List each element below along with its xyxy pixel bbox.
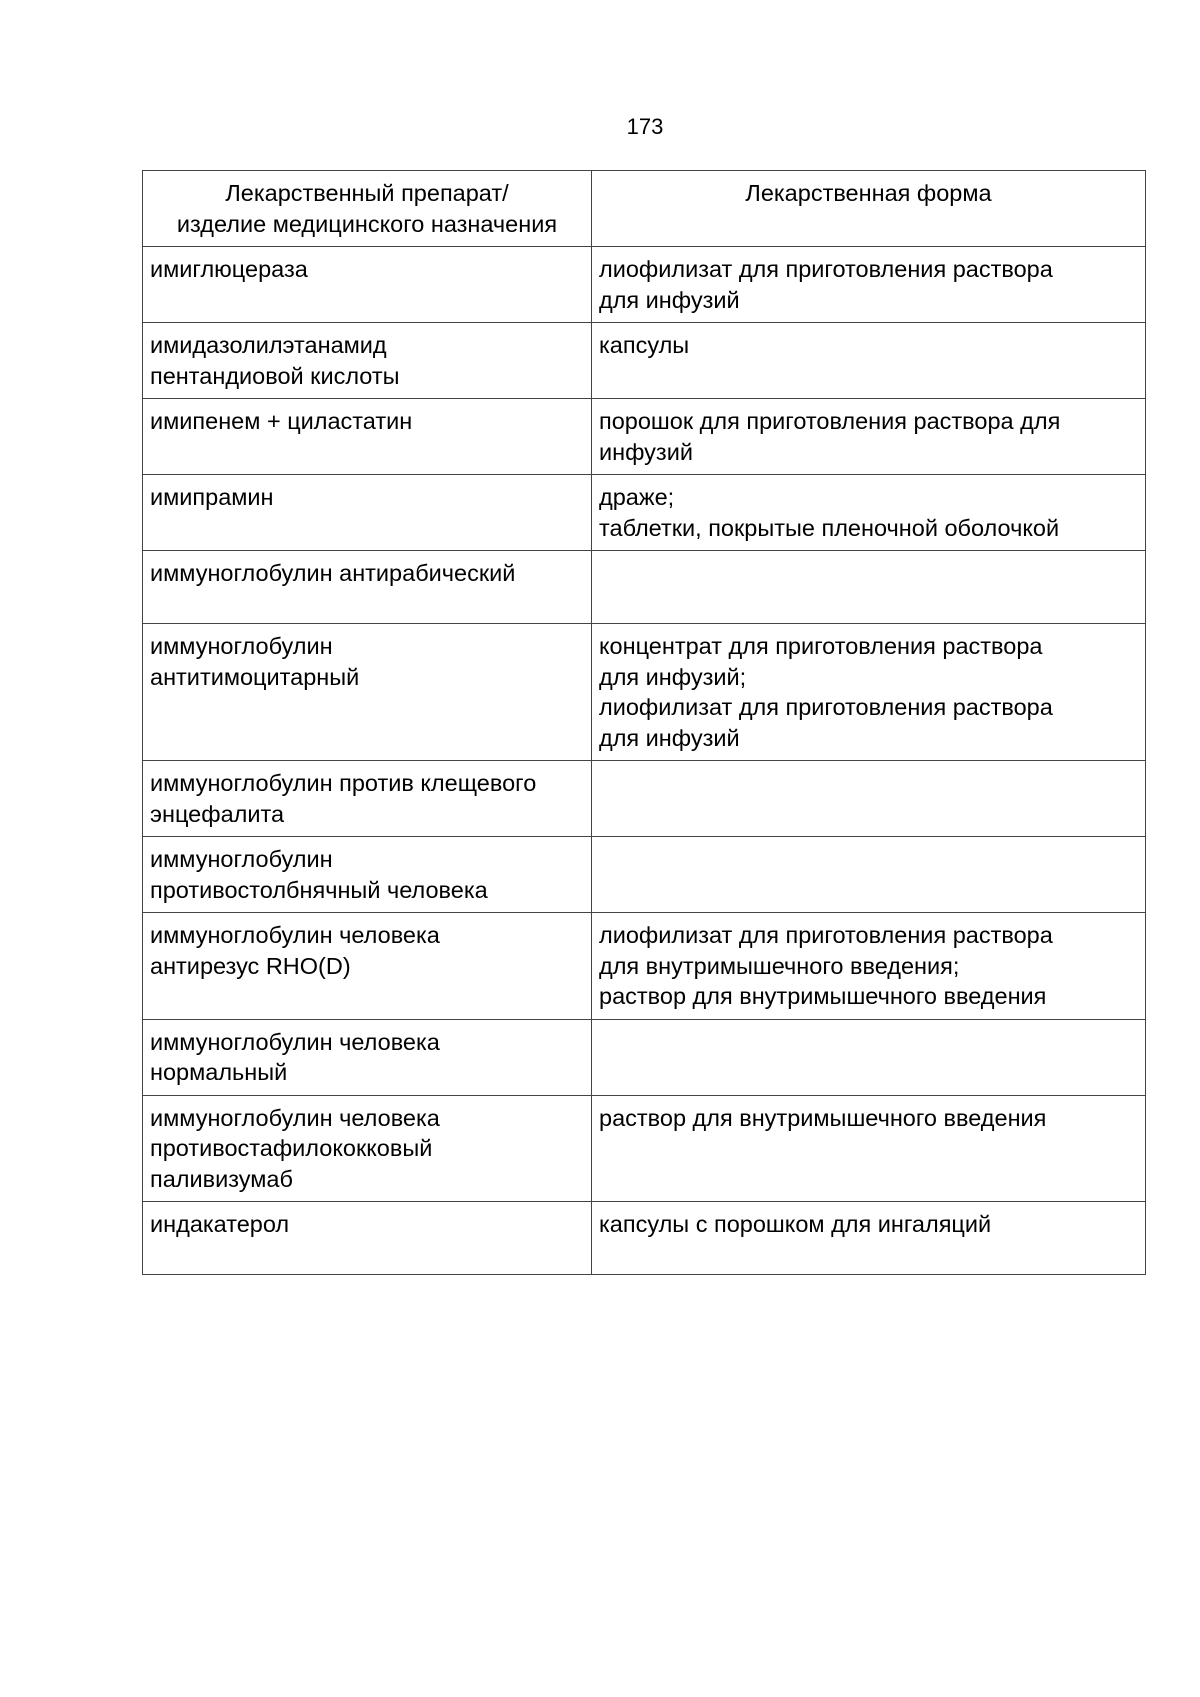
cell-form-line: для инфузий (599, 724, 740, 751)
cell-drug (143, 1019, 592, 1095)
cell-form-line: порошок для приготовления раствора для (599, 408, 1061, 434)
table-row (143, 399, 1146, 475)
cell-drug-line: энцефалита (150, 800, 285, 827)
table-header-row (143, 171, 1146, 247)
cell-drug (143, 624, 592, 761)
cell-form-line: таблетки, покрытые пленочной оболочкой (599, 514, 1060, 541)
table-row (143, 837, 1146, 913)
cell-form (592, 475, 1146, 551)
header-drug-line: изделие медицинского назначения (176, 210, 558, 237)
cell-form (592, 1019, 1146, 1095)
cell-form-line: инфузий (599, 438, 693, 465)
header-form-line: Лекарственная форма (745, 180, 992, 206)
page-number: 173 (626, 114, 664, 139)
cell-drug (143, 913, 592, 1020)
cell-form (592, 323, 1146, 399)
table-row (143, 323, 1146, 399)
cell-drug (143, 399, 592, 475)
table-body (143, 247, 1146, 1275)
cell-drug-line: антитимоцитарный (150, 663, 360, 690)
header-drug (143, 171, 592, 247)
cell-drug-line: антирезус RHO(D) (150, 952, 351, 979)
cell-form (592, 913, 1146, 1020)
cell-form-line: раствор для внутримышечного введения (599, 983, 1047, 1009)
cell-form-line: для внутримышечного введения; (599, 952, 960, 979)
cell-drug (143, 475, 592, 551)
table-row (143, 913, 1146, 1020)
cell-drug-line: имипенем + циластатин (150, 408, 413, 434)
cell-form (592, 837, 1146, 913)
table-row (143, 475, 1146, 551)
header-form (592, 171, 1146, 247)
cell-drug (143, 1202, 592, 1275)
cell-form (592, 1202, 1146, 1275)
cell-drug (143, 837, 592, 913)
cell-form-line: капсулы с порошком для ингаляций (599, 1211, 992, 1237)
table-row (143, 624, 1146, 761)
cell-form-line: для инфузий; (599, 663, 747, 690)
cell-form-line: драже; (599, 484, 675, 510)
cell-drug-line: имидазолилэтанамид (150, 332, 387, 358)
cell-form (592, 761, 1146, 837)
cell-drug (143, 1095, 592, 1202)
table-row (143, 761, 1146, 837)
cell-drug-line: иммуноглобулин человека (150, 922, 440, 948)
cell-drug-line: иммуноглобулин человека (150, 1104, 440, 1131)
table-row (143, 247, 1146, 323)
cell-form (592, 1095, 1146, 1202)
cell-drug-line: иммуноглобулин (150, 633, 333, 659)
cell-drug (143, 323, 592, 399)
drug-table (142, 170, 1146, 1275)
cell-form-line: лиофилизат для приготовления раствора (599, 694, 1053, 720)
cell-drug-line: индакатерол (150, 1211, 290, 1237)
cell-drug-line: имиглюцераза (150, 256, 308, 282)
cell-drug-line: иммуноглобулин человека (150, 1028, 440, 1055)
cell-drug-line: имипрамин (150, 484, 274, 510)
cell-form-line: концентрат для приготовления раствора (599, 633, 1043, 659)
header-drug-line: Лекарственный препарат/ (225, 180, 509, 206)
table-row (143, 551, 1146, 624)
cell-drug-line: иммуноглобулин (150, 846, 333, 872)
cell-drug-line: противостафилококковый (150, 1135, 433, 1161)
table-row (143, 1095, 1146, 1202)
cell-drug-line: противостолбнячный человека (150, 876, 488, 903)
cell-form-line: лиофилизат для приготовления раствора (599, 256, 1053, 282)
cell-form (592, 551, 1146, 624)
cell-drug-line: пентандиовой кислоты (150, 362, 400, 389)
cell-drug-line: нормальный (150, 1059, 288, 1085)
cell-drug (143, 551, 592, 624)
cell-drug-line: иммуноглобулин антирабический (150, 560, 516, 586)
table-row (143, 1202, 1146, 1275)
cell-form-line: для инфузий (599, 286, 740, 313)
table-row (143, 1019, 1146, 1095)
cell-form (592, 399, 1146, 475)
cell-form-line: раствор для внутримышечного введения (599, 1104, 1047, 1131)
cell-form (592, 624, 1146, 761)
cell-drug-line: паливизумаб (150, 1165, 293, 1192)
cell-drug (143, 247, 592, 323)
cell-form-line: лиофилизат для приготовления раствора (599, 922, 1053, 948)
cell-form (592, 247, 1146, 323)
cell-drug-line: иммуноглобулин против клещевого (150, 770, 537, 796)
cell-drug (143, 761, 592, 837)
cell-form-line: капсулы (599, 332, 690, 358)
